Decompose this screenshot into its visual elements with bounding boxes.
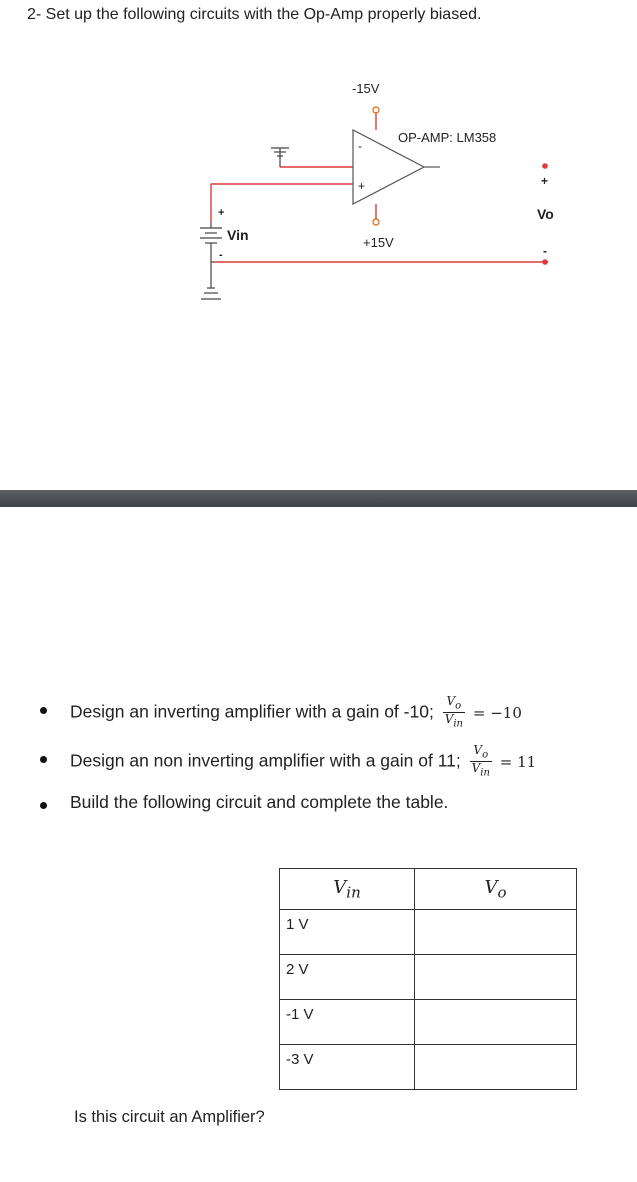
opamp-label: OP-AMP: LM358	[398, 130, 497, 145]
vin-cell: -1 V	[280, 1000, 415, 1045]
bullet-build-circuit: Build the following circuit and complete the table.	[70, 792, 449, 812]
bullet-dot	[40, 802, 47, 809]
table-row	[280, 1000, 577, 1045]
table-row	[280, 1045, 577, 1090]
vin-cell: -3 V	[280, 1045, 415, 1090]
bullet-text: Design an non inverting amplifier with a gain of 11;	[70, 750, 461, 771]
vin-cell: 2 V	[280, 955, 415, 1000]
output-label: Vo	[537, 206, 554, 222]
neg-supply-label: -15V	[352, 81, 380, 96]
vo-cell[interactable]	[415, 1045, 577, 1090]
opamp-circuit-diagram	[0, 60, 637, 310]
table-row	[280, 955, 577, 1000]
noninverting-input-sign: +	[358, 179, 366, 193]
page-divider	[0, 490, 637, 507]
inverting-input-sign: -	[358, 139, 362, 153]
gain-fraction: $\frac{V_o}{V_{in}}$	[444, 694, 463, 730]
bullet-inverting-amp	[70, 695, 522, 731]
vo-cell[interactable]	[415, 955, 577, 1000]
vo-cell[interactable]	[415, 1000, 577, 1045]
bullet-dot	[40, 707, 47, 714]
output-minus-terminal	[542, 259, 548, 265]
source-minus-sign: -	[219, 249, 223, 261]
table-row	[280, 910, 577, 955]
bullet-noninverting-amp	[70, 744, 536, 780]
col-header-vin: $V_{in}$	[280, 869, 415, 910]
gain-fraction: $\frac{V_o}{V_{in}}$	[471, 743, 490, 779]
ground-icon	[271, 148, 289, 167]
ground-icon	[201, 280, 221, 299]
section-heading: 2- Set up the following circuits with the Op-Amp properly biased.	[27, 6, 482, 23]
output-plus-sign: +	[541, 174, 549, 188]
output-minus-sign: -	[543, 244, 547, 258]
results-table	[279, 868, 577, 1090]
source-plus-sign: +	[218, 207, 225, 219]
output-plus-terminal	[542, 163, 548, 169]
question-text: Is this circuit an Amplifier?	[74, 1108, 265, 1126]
pos-supply-label: +15V	[363, 235, 394, 250]
vin-cell: 1 V	[280, 910, 415, 955]
bullet-dot	[40, 756, 47, 763]
col-header-vo: $V_o$	[415, 869, 577, 910]
table-header-row	[280, 869, 577, 910]
source-label: Vin	[227, 227, 249, 243]
vo-cell[interactable]	[415, 910, 577, 955]
gain-equation: = −10	[472, 703, 522, 722]
gain-equation: = 11	[499, 752, 537, 771]
bullet-text: Design an inverting amplifier with a gain of -10;	[70, 701, 434, 722]
